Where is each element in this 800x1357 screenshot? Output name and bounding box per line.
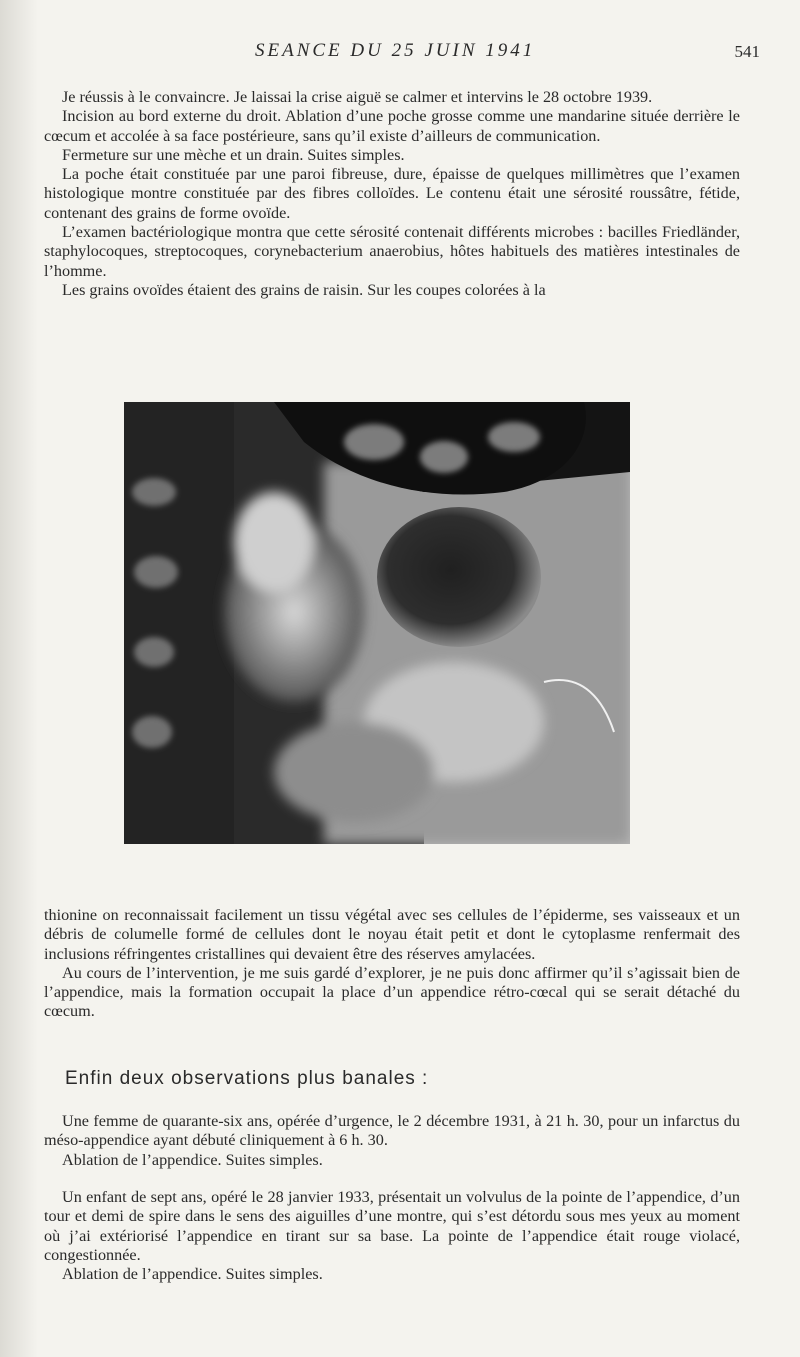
paragraph: Fermeture sur une mèche et un drain. Suites simples. — [62, 145, 405, 164]
text-block-middle — [44, 906, 740, 1022]
paragraph: thionine on reconnaissait facilement un tissu végétal avec ses cellules de l’épiderme, ses vaisseaux et un débris de columelle formé de cellules dont le noyau était petit et dont le cytoplasme renfermait des inclusions réfringentes cristallines qui devaient être des réserves amylacées. — [44, 906, 740, 963]
page-number: 541 — [734, 42, 760, 61]
paragraph: Ablation de l’appendice. Suites simples. — [62, 1150, 323, 1169]
paragraph: Au cours de l’intervention, je me suis gardé d’explorer, je ne puis donc affirmer qu’il s’agissait bien de l’appendice, mais la formation occupait la place d’un appendice rétro-cœcal qui se serait détaché du cœcum. — [44, 963, 740, 1021]
paragraph: Incision au bord externe du droit. Ablation d’une poche grosse comme une mandarine située derrière le cœcum et accolée à sa face postérieure, sans qu’il existe d’ailleurs de communication. — [44, 107, 740, 145]
observation-two — [44, 1188, 740, 1284]
scan-edge-shadow — [0, 0, 38, 1357]
paragraph: La poche était constituée par une paroi fibreuse, dure, épaisse de quelques millimètres que l’examen histologique montre constituée par des fibres colloïdes. Le contenu était une sérosité roussâtre, fétide, contenant des grains de forme ovoïde. — [44, 165, 740, 222]
paragraph: L’examen bactériologique montra que cette sérosité contenait différents microbes : bacilles Friedländer, staphylocoques, streptocoques, corynebacterium anaerobius, hôtes habituels des matières intestinales de l’homme. — [44, 223, 740, 280]
session-title: SEANCE DU 25 JUIN 1941 — [255, 40, 536, 61]
radiograph-image — [124, 402, 630, 844]
section-subheading: Enfin deux observations plus banales : — [65, 1068, 429, 1089]
observation-one — [44, 1112, 740, 1170]
paragraph: Ablation de l’appendice. Suites simples. — [62, 1265, 323, 1284]
paragraph: Un enfant de sept ans, opéré le 28 janvier 1933, présentait un volvulus de la pointe de l’appendice, d’un tour et demi de spire dans le sens des aiguilles d’une montre, qui s’est détordu sous mes yeux au moment où j’ai extériorisé l’appendice en tirant sur sa base. La pointe de l’appendice était rouge violacé, congestionnée. — [44, 1188, 740, 1264]
running-head — [0, 40, 800, 66]
paragraph: Une femme de quarante-six ans, opérée d’urgence, le 2 décembre 1931, à 21 h. 30, pour un infarctus du méso-appendice ayant débuté cliniquement à 6 h. 30. — [44, 1112, 740, 1150]
paragraph: Je réussis à le convaincre. Je laissai la crise aiguë se calmer et intervins le 28 octobre 1939. — [62, 88, 653, 106]
paragraph: Les grains ovoïdes étaient des grains de raisin. Sur les coupes colorées à la — [62, 280, 546, 299]
radiograph-figure — [124, 402, 630, 844]
text-block-top — [44, 88, 740, 300]
